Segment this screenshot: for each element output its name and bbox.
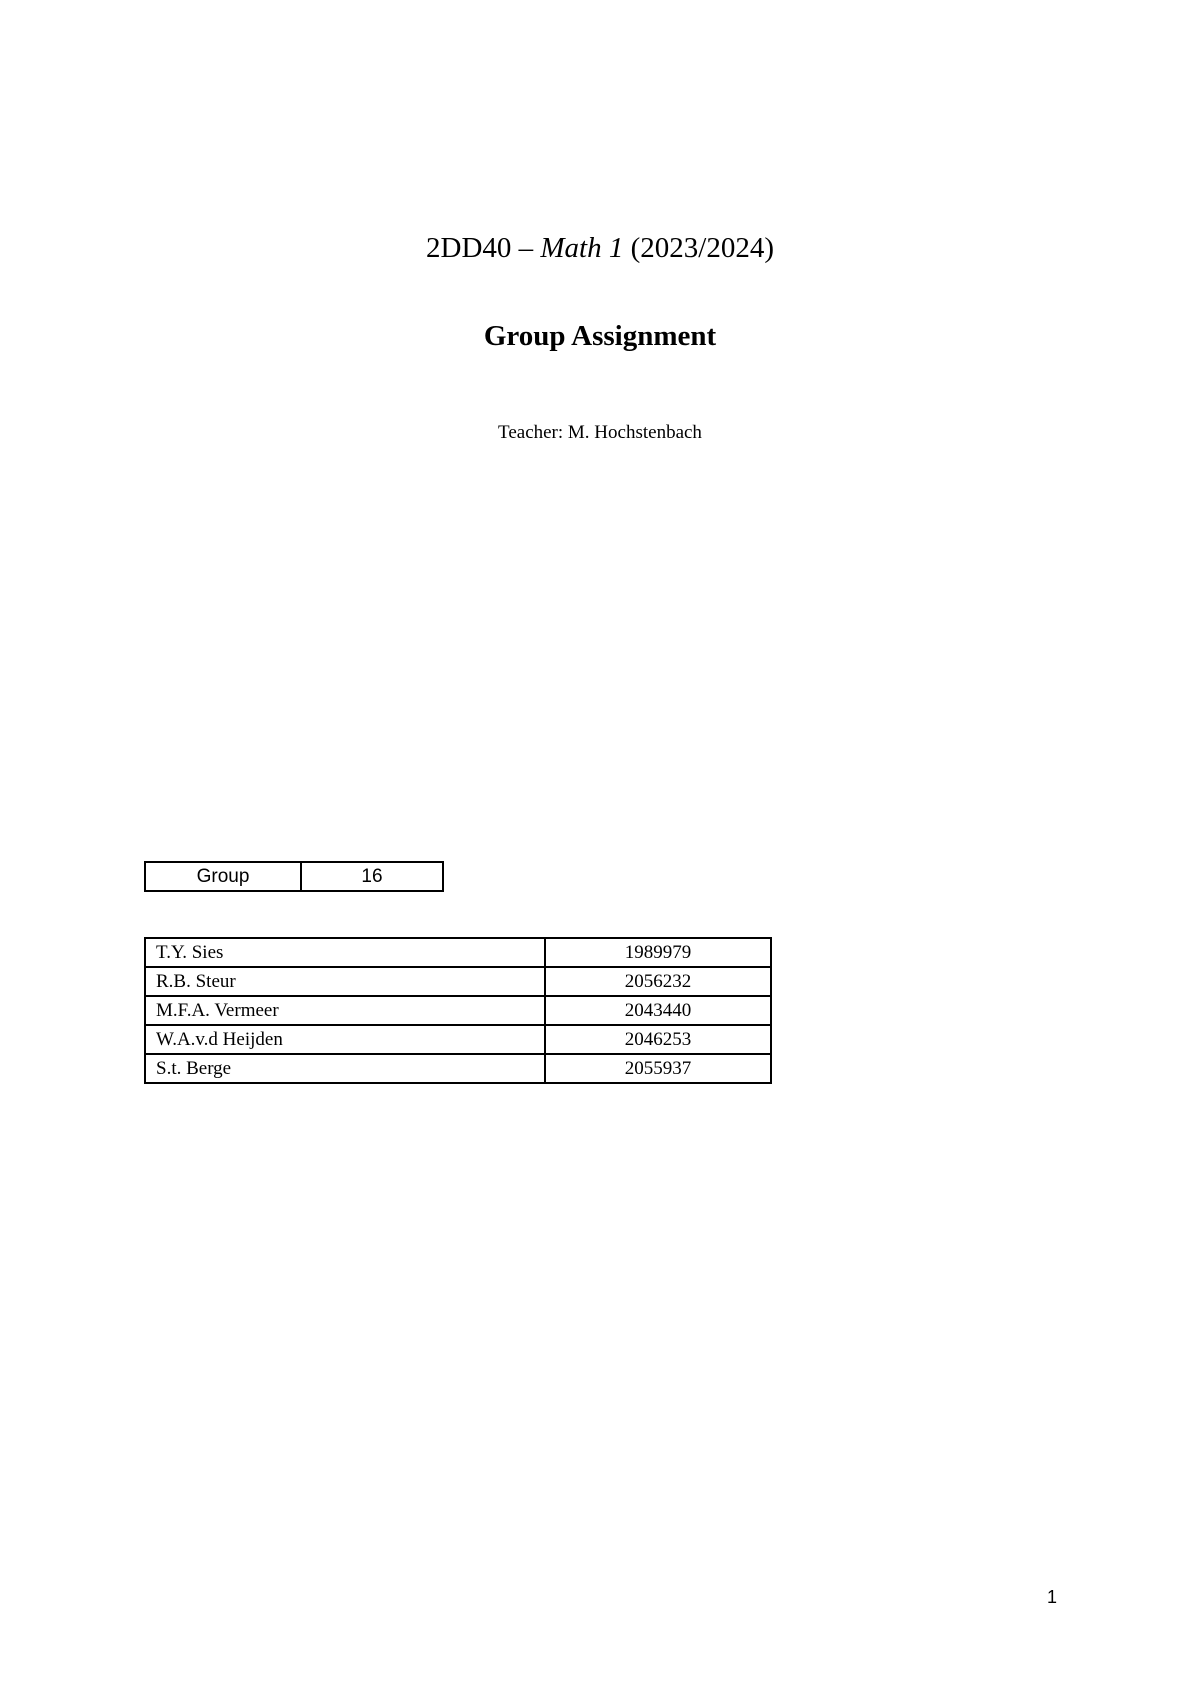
member-id: 2046253 (545, 1025, 771, 1054)
table-row (145, 1054, 771, 1083)
course-code: 2DD40 – (426, 232, 541, 264)
group-label: Group (145, 862, 301, 891)
group-number: 16 (301, 862, 443, 891)
member-name: R.B. Steur (145, 967, 545, 996)
course-heading (0, 228, 1200, 268)
member-name: T.Y. Sies (145, 938, 545, 967)
page-number: 1 (1047, 1587, 1058, 1607)
teacher-line: Teacher: M. Hochstenbach (498, 422, 702, 443)
member-id: 2056232 (545, 967, 771, 996)
table-row (145, 967, 771, 996)
member-name: W.A.v.d Heijden (145, 1025, 545, 1054)
table-row (145, 1025, 771, 1054)
member-id: 1989979 (545, 938, 771, 967)
member-name: S.t. Berge (145, 1054, 545, 1083)
group-row (145, 862, 443, 891)
course-year: (2023/2024) (623, 232, 774, 264)
member-id: 2055937 (545, 1054, 771, 1083)
course-name: Math 1 (540, 232, 624, 264)
member-id: 2043440 (545, 996, 771, 1025)
member-name: M.F.A. Vermeer (145, 996, 545, 1025)
members-table (144, 937, 772, 1084)
document-title: Group Assignment (483, 320, 717, 352)
group-table (144, 861, 444, 892)
table-row (145, 938, 771, 967)
table-row (145, 996, 771, 1025)
